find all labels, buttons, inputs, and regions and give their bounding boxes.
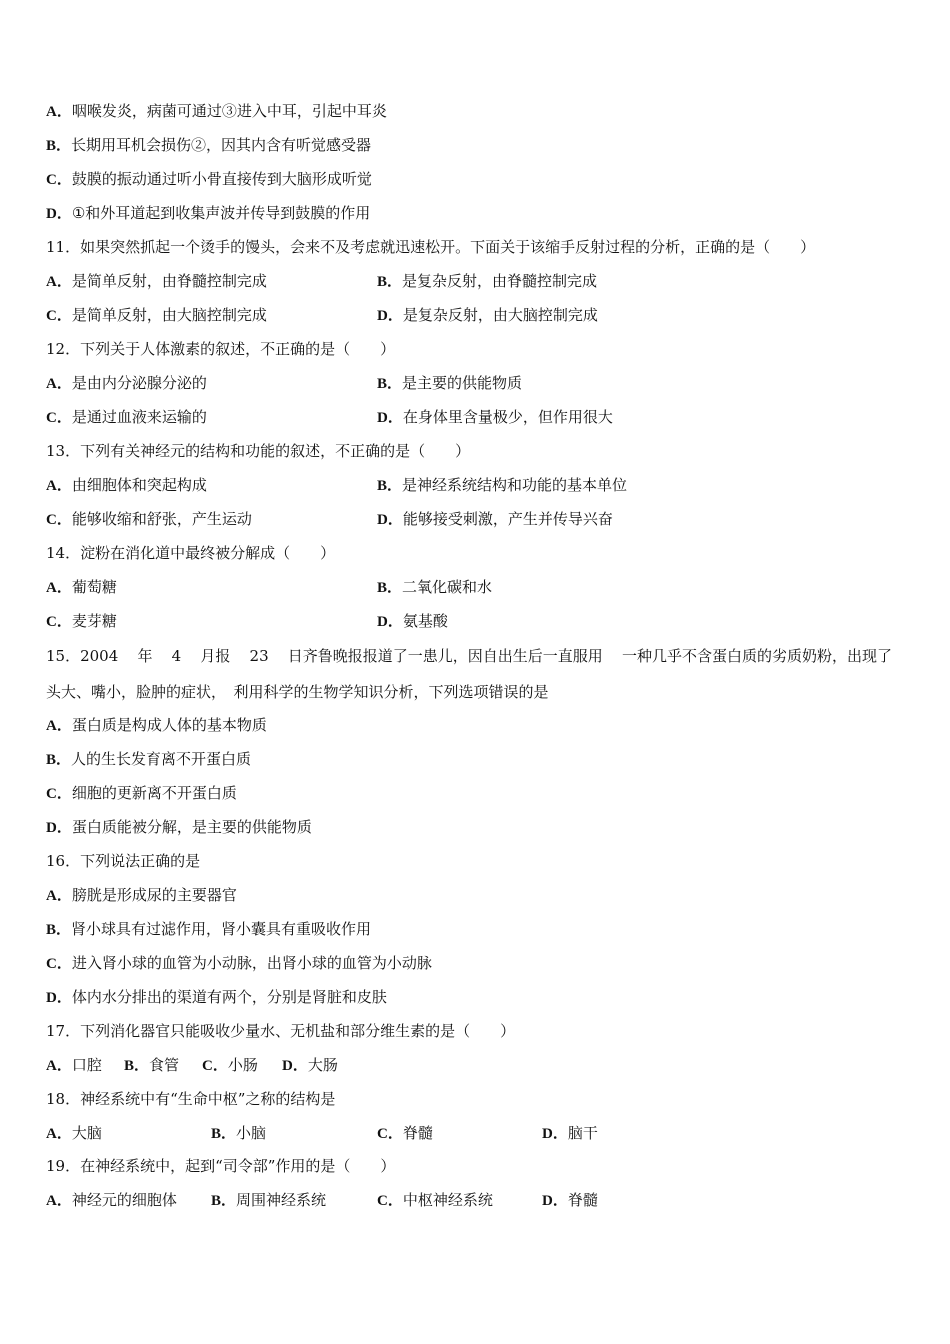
q19-option-d: D．脊髓 [542,1191,598,1209]
q13-stem: 13．下列有关神经元的结构和功能的叙述，不正确的是（ ） [46,442,471,460]
q10-option-a: A．咽喉发炎，病菌可通过③进入中耳，引起中耳炎 [46,102,387,120]
q15-stem-line-1: 15．2004 年 4 月报 23 日齐鲁晚报报道了一患儿，因自出生后一直服用 一种几乎不含蛋白质的劣质奶粉，出现了 [46,647,892,665]
q19-option-b: B．周围神经系统 [211,1191,327,1209]
q19-option-c: C．中枢神经系统 [377,1191,493,1209]
q14-option-c: C．麦芽糖 [46,612,117,630]
q16-option-d: D．体内水分排出的渠道有两个，分别是肾脏和皮肤 [46,988,387,1006]
q10-option-b: B．长期用耳机会损伤②，因其内含有听觉感受器 [46,136,372,154]
q18-option-d: D．脑干 [542,1124,598,1142]
q13-option-b: B．是神经系统结构和功能的基本单位 [377,476,628,494]
q16-option-a: A．膀胱是形成尿的主要器官 [46,886,237,904]
q12-option-d: D．在身体里含量极少，但作用很大 [377,408,613,426]
q16-option-c: C．进入肾小球的血管为小动脉，出肾小球的血管为小动脉 [46,954,432,972]
q11-option-c: C．是简单反射，由大脑控制完成 [46,306,267,324]
q19-option-a: A．神经元的细胞体 [46,1191,177,1209]
q12-option-b: B．是主要的供能物质 [377,374,523,392]
q12-option-a: A．是由内分泌腺分泌的 [46,374,207,392]
q15-option-d: D．蛋白质能被分解，是主要的供能物质 [46,818,312,836]
q17-option-b: B．食管 [124,1056,180,1074]
q11-stem: 11．如果突然抓起一个烫手的馒头，会来不及考虑就迅速松开。下面关于该缩手反射过程的分析，正确的是（ ） [46,238,816,256]
q15-option-a: A．蛋白质是构成人体的基本物质 [46,716,267,734]
q18-stem: 18．神经系统中有“生命中枢”之称的结构是 [46,1090,336,1108]
q10-option-c: C．鼓膜的振动通过听小骨直接传到大脑形成听觉 [46,170,372,188]
q16-option-b: B．肾小球具有过滤作用，肾小囊具有重吸收作用 [46,920,372,938]
q11-option-d: D．是复杂反射，由大脑控制完成 [377,306,598,324]
q14-option-d: D．氨基酸 [377,612,448,630]
q17-option-c: C．小肠 [202,1056,258,1074]
q14-option-a: A．葡萄糖 [46,578,117,596]
q12-stem: 12．下列关于人体激素的叙述，不正确的是（ ） [46,340,396,358]
q16-stem: 16．下列说法正确的是 [46,852,201,870]
q11-option-b: B．是复杂反射，由脊髓控制完成 [377,272,598,290]
q11-option-a: A．是简单反射，由脊髓控制完成 [46,272,267,290]
q19-stem: 19．在神经系统中，起到“司令部”作用的是（ ） [46,1157,396,1175]
q12-option-c: C．是通过血液来运输的 [46,408,207,426]
q18-option-b: B．小脑 [211,1124,267,1142]
q15-stem-line-2: 头大、嘴小，脸肿的症状， 利用科学的生物学知识分析，下列选项错误的是 [46,683,549,701]
q13-option-c: C．能够收缩和舒张，产生运动 [46,510,252,528]
q15-option-b: B．人的生长发育离不开蛋白质 [46,750,252,768]
q14-option-b: B．二氧化碳和水 [377,578,493,596]
q18-option-c: C．脊髓 [377,1124,433,1142]
q13-option-d: D．能够接受刺激，产生并传导兴奋 [377,510,613,528]
q13-option-a: A．由细胞体和突起构成 [46,476,207,494]
q14-stem: 14．淀粉在消化道中最终被分解成（ ） [46,544,336,562]
q18-option-a: A．大脑 [46,1124,102,1142]
q17-stem: 17．下列消化器官只能吸收少量水、无机盐和部分维生素的是（ ） [46,1022,516,1040]
q10-option-d: D．①和外耳道起到收集声波并传导到鼓膜的作用 [46,204,371,222]
q17-option-d: D．大肠 [282,1056,338,1074]
q15-option-c: C．细胞的更新离不开蛋白质 [46,784,237,802]
q17-option-a: A．口腔 [46,1056,102,1074]
